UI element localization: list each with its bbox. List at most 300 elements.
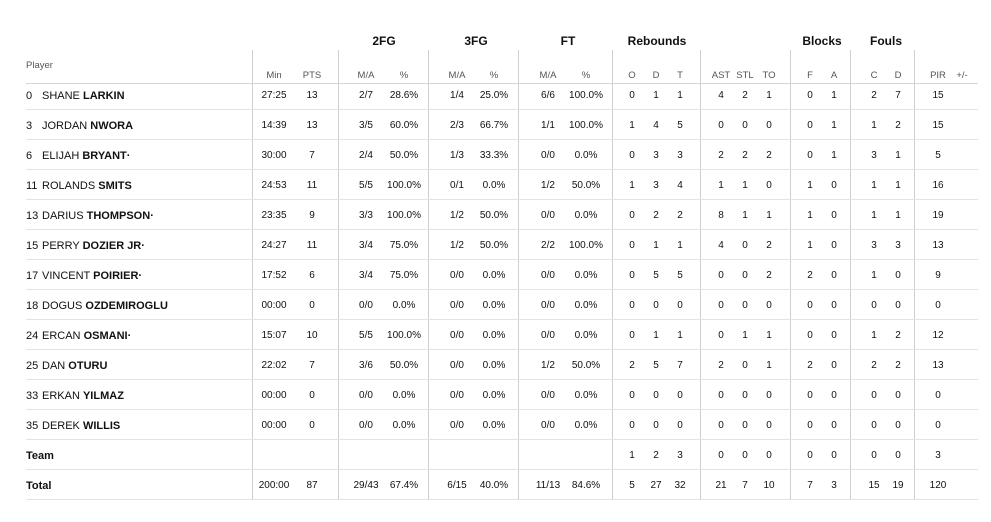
player-first-name: SHANE	[42, 90, 80, 102]
stat-cell: 0	[831, 420, 837, 431]
stat-cell: 0	[629, 420, 635, 431]
player-name[interactable]	[26, 119, 133, 133]
stat-cell: 6	[309, 270, 315, 281]
player-number: 3	[26, 120, 33, 132]
stat-cell: 0/0	[541, 270, 555, 281]
stat-cell: 1/2	[450, 240, 464, 251]
stat-cell: 0.0%	[574, 420, 598, 431]
stat-cell: 2	[718, 360, 724, 371]
stat-cell: 100.0%	[569, 120, 603, 131]
stat-cell: 0.0%	[482, 390, 506, 401]
player-name[interactable]	[26, 269, 142, 283]
stat-cell: 0	[677, 420, 683, 431]
stat-cell: 0	[718, 390, 724, 401]
player-last-name: DOZIER JR	[82, 240, 142, 252]
stat-cell: 0	[935, 300, 941, 311]
stat-cell: 19	[932, 210, 944, 221]
stat-cell: 4	[718, 240, 724, 251]
group-header-2fg: 2FG	[372, 34, 396, 48]
stat-cell: 1/1	[541, 120, 555, 131]
stat-cell: 0/0	[359, 420, 373, 431]
stat-cell: 1	[677, 240, 683, 251]
column-header: M/A	[448, 70, 466, 81]
stat-cell: 1	[718, 180, 724, 191]
stat-cell: 0.0%	[482, 330, 506, 341]
stat-cell: 7	[895, 90, 901, 101]
stat-cell: 0	[807, 420, 813, 431]
stat-cell: 1	[629, 450, 635, 461]
stat-cell: 9	[935, 270, 941, 281]
column-header: +/-	[956, 70, 968, 81]
column-header: Min	[266, 70, 282, 81]
stat-cell: 0.0%	[392, 420, 416, 431]
stat-cell: 1	[807, 240, 813, 251]
stat-cell: 7	[807, 480, 813, 491]
stat-cell: 0.0%	[574, 210, 598, 221]
column-header: PIR	[930, 70, 946, 81]
stat-cell: 17:52	[261, 270, 287, 281]
stat-cell: 1	[653, 240, 659, 251]
stat-cell: 0	[831, 390, 837, 401]
stat-cell: 1	[871, 330, 877, 341]
player-number: 13	[26, 210, 39, 222]
stat-cell: 1	[831, 120, 837, 131]
stat-cell: 0	[653, 420, 659, 431]
player-last-name: WILLIS	[82, 420, 121, 432]
player-first-name: ERCAN	[42, 330, 81, 342]
player-name[interactable]	[26, 209, 154, 223]
player-column-header: Player	[26, 60, 53, 71]
stat-cell: 0/0	[541, 330, 555, 341]
column-separator	[850, 50, 851, 500]
stat-cell: 13	[932, 240, 944, 251]
stat-cell: 23:35	[261, 210, 287, 221]
player-last-name: SMITS	[98, 180, 132, 192]
stat-cell: 4	[718, 90, 724, 101]
stat-cell: 3	[653, 150, 659, 161]
player-number: 33	[26, 390, 39, 402]
stat-cell: 25.0%	[479, 90, 509, 101]
stat-cell: 1	[742, 210, 748, 221]
stat-cell: 10	[763, 480, 775, 491]
stat-cell: 1	[871, 270, 877, 281]
stat-cell: 0.0%	[482, 270, 506, 281]
stat-cell: 0	[742, 360, 748, 371]
stat-cell: 2	[895, 330, 901, 341]
stat-cell: 1	[629, 120, 635, 131]
stat-cell: 7	[309, 150, 315, 161]
stat-cell: 5	[935, 150, 941, 161]
stat-cell: 0.0%	[574, 300, 598, 311]
stat-cell: 75.0%	[389, 240, 419, 251]
column-header: %	[581, 70, 591, 81]
group-header-rebounds: Rebounds	[627, 34, 687, 48]
stat-cell: 0	[807, 450, 813, 461]
stat-cell: 200:00	[258, 480, 290, 491]
stat-cell: 66.7%	[479, 120, 509, 131]
stat-cell: 0	[935, 420, 941, 431]
row-divider	[26, 109, 978, 110]
stat-cell: 0	[742, 270, 748, 281]
player-name[interactable]	[26, 329, 131, 343]
stat-cell: 0	[629, 150, 635, 161]
player-name[interactable]	[26, 299, 168, 313]
stat-cell: 0	[742, 300, 748, 311]
stat-cell: 0	[766, 450, 772, 461]
stat-cell: 2	[718, 150, 724, 161]
stat-cell: 0	[807, 90, 813, 101]
stat-cell: 1/2	[450, 210, 464, 221]
stat-cell: 0	[766, 180, 772, 191]
column-separator	[790, 50, 791, 500]
column-separator	[612, 50, 613, 500]
stat-cell: 1	[766, 330, 772, 341]
stat-cell: 1/3	[450, 150, 464, 161]
player-name[interactable]	[26, 419, 120, 433]
player-name[interactable]	[26, 89, 125, 103]
row-divider	[26, 289, 978, 290]
stat-cell: 4	[653, 120, 659, 131]
stat-cell: 2/7	[359, 90, 373, 101]
player-first-name: DARIUS	[42, 210, 84, 222]
stat-cell: 0	[742, 390, 748, 401]
group-header-blocks: Blocks	[802, 34, 842, 48]
stat-cell: 0	[742, 420, 748, 431]
starter-marker: ·	[127, 330, 132, 342]
player-first-name: ELIJAH	[42, 150, 80, 162]
row-divider	[26, 499, 978, 500]
stat-cell: 0	[895, 450, 901, 461]
stat-cell: 2	[766, 270, 772, 281]
stat-cell: 1	[895, 210, 901, 221]
stat-cell: 0.0%	[574, 390, 598, 401]
column-header: C	[870, 70, 878, 81]
row-divider	[26, 319, 978, 320]
stat-cell: 1	[766, 360, 772, 371]
stat-cell: 0	[718, 450, 724, 461]
column-separator	[428, 50, 429, 500]
row-divider	[26, 259, 978, 260]
group-header-fouls: Fouls	[870, 34, 902, 48]
stat-cell: 16	[932, 180, 944, 191]
stat-cell: 3/3	[359, 210, 373, 221]
stat-cell: 1/4	[450, 90, 464, 101]
stat-cell: 0	[807, 300, 813, 311]
player-name[interactable]	[26, 389, 124, 403]
stat-cell: 5	[677, 270, 683, 281]
column-header: D	[652, 70, 660, 81]
stat-cell: 2	[895, 120, 901, 131]
stat-cell: 11/13	[535, 480, 561, 491]
stat-cell: 0/0	[541, 420, 555, 431]
player-name[interactable]	[26, 149, 130, 163]
column-separator	[914, 50, 915, 500]
player-name[interactable]	[26, 239, 145, 253]
stat-cell: 1	[871, 180, 877, 191]
player-last-name: THOMPSON	[86, 210, 151, 222]
stat-cell: 0	[831, 450, 837, 461]
player-first-name: DOGUS	[42, 300, 83, 312]
player-number: 18	[26, 300, 39, 312]
stat-cell: 87	[306, 480, 318, 491]
player-last-name: OSMANI	[83, 330, 128, 342]
stat-cell: 24:53	[261, 180, 287, 191]
column-header: TO	[762, 70, 776, 81]
column-header: O	[628, 70, 636, 81]
stat-cell: 28.6%	[389, 90, 419, 101]
stat-cell: 0	[677, 390, 683, 401]
stat-cell: 0	[831, 180, 837, 191]
stat-cell: 3/5	[359, 120, 373, 131]
column-header: M/A	[539, 70, 557, 81]
stat-cell: 13	[932, 360, 944, 371]
stat-cell: 3	[871, 240, 877, 251]
stat-cell: 3	[831, 480, 837, 491]
stat-cell: 7	[309, 360, 315, 371]
stat-cell: 120	[929, 480, 947, 491]
player-first-name: PERRY	[42, 240, 80, 252]
player-number: 17	[26, 270, 39, 282]
player-number: 35	[26, 420, 39, 432]
stat-cell: 0	[831, 330, 837, 341]
stat-cell: 1	[807, 180, 813, 191]
stat-cell: 0	[807, 150, 813, 161]
stat-cell: 0/0	[450, 300, 464, 311]
stat-cell: 1	[742, 330, 748, 341]
team-label: Team	[26, 450, 54, 462]
stat-cell: 0.0%	[482, 420, 506, 431]
stat-cell: 0	[766, 300, 772, 311]
row-divider	[26, 349, 978, 350]
column-header: F	[807, 70, 813, 81]
stat-cell: 3	[653, 180, 659, 191]
stat-cell: 00:00	[261, 390, 287, 401]
stat-cell: 50.0%	[479, 210, 509, 221]
column-header: D	[894, 70, 902, 81]
starter-marker: ·	[126, 150, 131, 162]
stat-cell: 10	[306, 330, 318, 341]
starter-marker: ·	[138, 270, 143, 282]
stat-cell: 60.0%	[389, 120, 419, 131]
stat-cell: 0/0	[450, 420, 464, 431]
stat-cell: 0	[629, 210, 635, 221]
stat-cell: 0	[831, 360, 837, 371]
stat-cell: 67.4%	[389, 480, 419, 491]
stat-cell: 84.6%	[571, 480, 601, 491]
stat-cell: 2	[871, 90, 877, 101]
stat-cell: 0	[309, 390, 315, 401]
stat-cell: 0	[766, 120, 772, 131]
stat-cell: 2	[895, 360, 901, 371]
row-divider	[26, 409, 978, 410]
column-separator	[518, 50, 519, 500]
player-number: 0	[26, 90, 33, 102]
player-last-name: OTURU	[68, 360, 108, 372]
stat-cell: 0	[718, 420, 724, 431]
stat-cell: 40.0%	[479, 480, 509, 491]
stat-cell: 0	[629, 330, 635, 341]
stat-cell: 0	[653, 300, 659, 311]
stat-cell: 1	[766, 210, 772, 221]
player-first-name: VINCENT	[42, 270, 91, 282]
stat-cell: 0	[871, 450, 877, 461]
player-name[interactable]	[26, 179, 132, 193]
header-divider	[26, 83, 978, 84]
row-divider	[26, 199, 978, 200]
stat-cell: 6/15	[447, 480, 467, 491]
stat-cell: 1	[653, 90, 659, 101]
stat-cell: 1	[895, 150, 901, 161]
stat-cell: 2/2	[541, 240, 555, 251]
stat-cell: 0.0%	[574, 330, 598, 341]
stat-cell: 0	[831, 270, 837, 281]
stat-cell: 1	[831, 90, 837, 101]
stat-cell: 12	[932, 330, 944, 341]
stat-cell: 5	[677, 120, 683, 131]
stat-cell: 30:00	[261, 150, 287, 161]
stat-cell: 2	[629, 360, 635, 371]
stat-cell: 100.0%	[387, 210, 421, 221]
stat-cell: 2	[871, 360, 877, 371]
stat-cell: 4	[677, 180, 683, 191]
stat-cell: 0	[766, 420, 772, 431]
stat-cell: 0	[807, 120, 813, 131]
stat-cell: 50.0%	[389, 360, 419, 371]
stat-cell: 100.0%	[569, 240, 603, 251]
stat-cell: 0	[935, 390, 941, 401]
starter-marker: ·	[141, 240, 145, 252]
stat-cell: 100.0%	[387, 330, 421, 341]
stat-cell: 0	[718, 330, 724, 341]
stat-cell: 3/4	[359, 270, 373, 281]
player-last-name: YILMAZ	[82, 390, 124, 402]
stat-cell: 5	[629, 480, 635, 491]
stat-cell: 0	[895, 270, 901, 281]
stat-cell: 1	[629, 180, 635, 191]
stat-cell: 27:25	[261, 90, 287, 101]
stat-cell: 22:02	[261, 360, 287, 371]
stat-cell: 0	[871, 390, 877, 401]
stat-cell: 1	[653, 330, 659, 341]
stat-cell: 100.0%	[387, 180, 421, 191]
player-number: 11	[26, 180, 38, 192]
stat-cell: 75.0%	[389, 270, 419, 281]
stat-cell: 0	[718, 300, 724, 311]
starter-marker: ·	[150, 210, 154, 222]
group-header-ft: FT	[560, 34, 576, 48]
stat-cell: 7	[742, 480, 748, 491]
stat-cell: 3	[871, 150, 877, 161]
stat-cell: 6/6	[541, 90, 555, 101]
stat-cell: 0	[309, 420, 315, 431]
stat-cell: 1	[766, 90, 772, 101]
stat-cell: 0/0	[541, 210, 555, 221]
stat-cell: 0	[629, 390, 635, 401]
stat-cell: 1	[742, 180, 748, 191]
stat-cell: 0	[629, 90, 635, 101]
row-divider	[26, 169, 978, 170]
stat-cell: 0	[895, 300, 901, 311]
stat-cell: 0.0%	[482, 180, 506, 191]
player-last-name: OZDEMIROGLU	[85, 300, 168, 312]
stat-cell: 3/6	[359, 360, 373, 371]
stat-cell: 1	[677, 330, 683, 341]
stat-cell: 13	[306, 120, 318, 131]
player-first-name: ROLANDS	[42, 180, 96, 192]
player-first-name: DEREK	[42, 420, 80, 432]
stat-cell: 29/43	[353, 480, 379, 491]
column-header: %	[399, 70, 409, 81]
stat-cell: 2	[653, 210, 659, 221]
stat-cell: 0/1	[450, 180, 464, 191]
stat-cell: 0	[718, 270, 724, 281]
total-label: Total	[26, 480, 52, 492]
stat-cell: 1/2	[541, 180, 555, 191]
stat-cell: 2	[742, 150, 748, 161]
stat-cell: 14:39	[261, 120, 287, 131]
stat-cell: 1	[871, 120, 877, 131]
stat-cell: 0	[831, 300, 837, 311]
stat-cell: 0	[629, 270, 635, 281]
stat-cell: 0	[653, 390, 659, 401]
column-header: PTS	[302, 70, 322, 81]
stat-cell: 11	[306, 240, 318, 251]
stat-cell: 1	[895, 180, 901, 191]
stat-cell: 1	[807, 210, 813, 221]
stat-cell: 2/4	[359, 150, 373, 161]
stat-cell: 15	[932, 120, 944, 131]
player-last-name: BRYANT	[82, 150, 127, 162]
stat-cell: 0/0	[541, 390, 555, 401]
stat-cell: 2	[766, 240, 772, 251]
group-header-3fg: 3FG	[464, 34, 488, 48]
stat-cell: 15	[932, 90, 944, 101]
stat-cell: 2	[742, 90, 748, 101]
stat-cell: 0	[871, 300, 877, 311]
stat-cell: 15	[868, 480, 880, 491]
stat-cell: 11	[306, 180, 318, 191]
column-header: AST	[711, 70, 731, 81]
stat-cell: 15:07	[261, 330, 287, 341]
column-header: T	[677, 70, 683, 81]
stat-cell: 3	[677, 450, 683, 461]
stat-cell: 5	[653, 270, 659, 281]
stat-cell: 1	[871, 210, 877, 221]
stat-cell: 0	[871, 420, 877, 431]
stat-cell: 3	[935, 450, 941, 461]
column-separator	[700, 50, 701, 500]
player-number: 6	[26, 150, 33, 162]
stat-cell: 32	[674, 480, 686, 491]
column-separator	[338, 50, 339, 500]
player-first-name: ERKAN	[42, 390, 80, 402]
stat-cell: 0.0%	[392, 390, 416, 401]
stat-cell: 19	[892, 480, 904, 491]
stat-cell: 2	[807, 270, 813, 281]
stat-cell: 0	[895, 420, 901, 431]
row-divider	[26, 139, 978, 140]
stat-cell: 0	[629, 300, 635, 311]
player-last-name: NWORA	[90, 120, 134, 132]
stat-cell: 0	[831, 210, 837, 221]
stat-cell: 5	[653, 360, 659, 371]
column-separator	[252, 50, 253, 500]
stat-cell: 50.0%	[571, 360, 601, 371]
stat-cell: 2	[653, 450, 659, 461]
player-name[interactable]	[26, 359, 107, 373]
stat-cell: 0	[807, 330, 813, 341]
stat-cell: 0	[309, 300, 315, 311]
